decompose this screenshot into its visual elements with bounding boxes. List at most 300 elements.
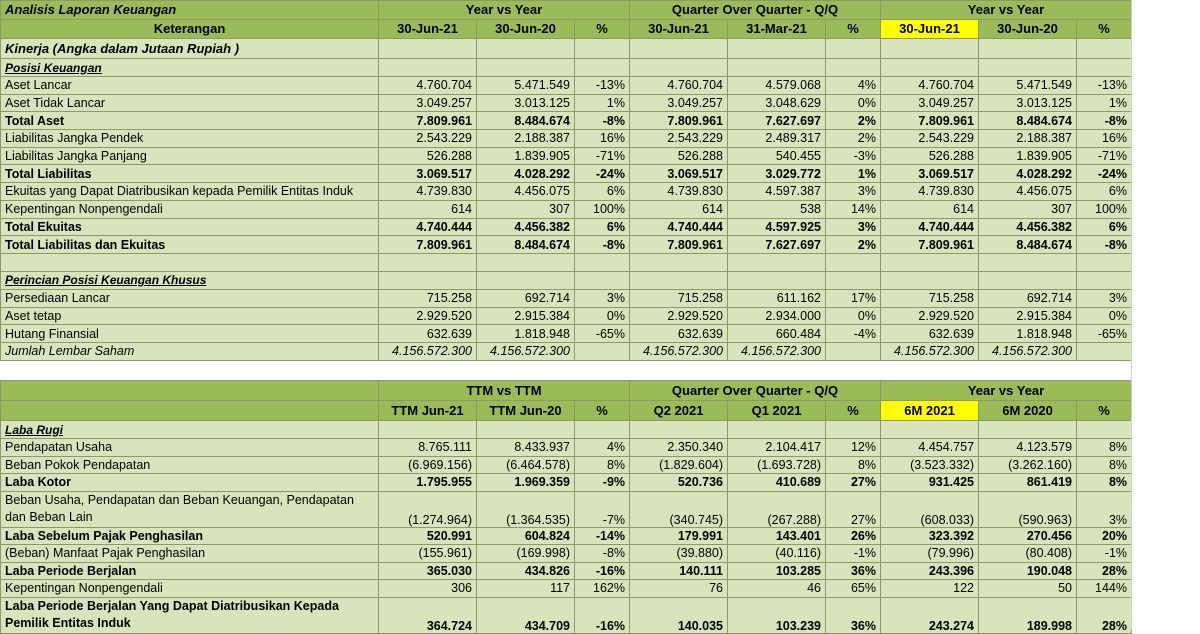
value-cell: 692.714 bbox=[477, 289, 575, 307]
percent-cell: 26% bbox=[826, 527, 881, 545]
table-row bbox=[1, 597, 1132, 633]
percent-cell: -24% bbox=[1077, 165, 1132, 183]
percent-cell bbox=[1077, 342, 1132, 360]
column-header: Q2 2021 bbox=[630, 401, 728, 421]
row-label: Aset tetap bbox=[1, 307, 379, 325]
table-row bbox=[1, 401, 1132, 421]
table-row bbox=[1, 381, 1132, 401]
column-header: % bbox=[826, 20, 881, 39]
value-cell: 7.809.961 bbox=[881, 236, 979, 254]
empty-cell bbox=[1077, 59, 1132, 77]
header-blank bbox=[1, 401, 379, 421]
value-cell: 2.915.384 bbox=[979, 307, 1077, 325]
value-cell: 4.739.830 bbox=[630, 183, 728, 201]
value-cell: 4.156.572.300 bbox=[477, 342, 575, 360]
value-cell: 931.425 bbox=[881, 474, 979, 492]
percent-cell: 3% bbox=[575, 289, 630, 307]
table-row bbox=[1, 112, 1132, 130]
value-cell: 46 bbox=[728, 580, 826, 598]
table-row bbox=[1, 130, 1132, 148]
row-label: Total Aset bbox=[1, 112, 379, 130]
empty-cell bbox=[477, 59, 575, 77]
table-row bbox=[1, 271, 1132, 289]
row-label: Laba Kotor bbox=[1, 474, 379, 492]
value-cell: 1.795.955 bbox=[379, 474, 477, 492]
row-label: Kepentingan Nonpengendali bbox=[1, 200, 379, 218]
empty-cell bbox=[979, 39, 1077, 59]
value-cell: 364.724 bbox=[379, 597, 477, 633]
row-label: Persediaan Lancar bbox=[1, 289, 379, 307]
value-cell: 4.123.579 bbox=[979, 439, 1077, 457]
column-header: 30-Jun-21 bbox=[881, 20, 979, 39]
value-cell: 122 bbox=[881, 580, 979, 598]
value-cell: 614 bbox=[630, 200, 728, 218]
value-cell: 3.013.125 bbox=[979, 94, 1077, 112]
value-cell: 143.401 bbox=[728, 527, 826, 545]
percent-cell: 1% bbox=[826, 165, 881, 183]
value-cell: 4.456.075 bbox=[477, 183, 575, 201]
value-cell: 3.049.257 bbox=[881, 94, 979, 112]
percent-cell: 4% bbox=[575, 439, 630, 457]
value-cell: 8.484.674 bbox=[979, 236, 1077, 254]
percent-cell: 16% bbox=[1077, 130, 1132, 148]
percent-cell: -8% bbox=[1077, 236, 1132, 254]
value-cell: 2.915.384 bbox=[477, 307, 575, 325]
empty-cell bbox=[379, 271, 477, 289]
percent-cell: -7% bbox=[575, 491, 630, 527]
percent-cell: 28% bbox=[1077, 597, 1132, 633]
column-header: 6M 2021 bbox=[881, 401, 979, 421]
empty-cell bbox=[477, 421, 575, 439]
percent-cell: 100% bbox=[1077, 200, 1132, 218]
percent-cell: -71% bbox=[575, 147, 630, 165]
value-cell: 611.162 bbox=[728, 289, 826, 307]
value-cell: 190.048 bbox=[979, 562, 1077, 580]
value-cell: (169.998) bbox=[477, 545, 575, 563]
value-cell: 692.714 bbox=[979, 289, 1077, 307]
value-cell: 4.028.292 bbox=[979, 165, 1077, 183]
row-label: Laba Periode Berjalan bbox=[1, 562, 379, 580]
value-cell: (79.996) bbox=[881, 545, 979, 563]
percent-cell: -1% bbox=[1077, 545, 1132, 563]
value-cell: 243.396 bbox=[881, 562, 979, 580]
row-label: Beban Usaha, Pendapatan dan Beban Keuangan, Pendapatan dan Beban Lain bbox=[1, 491, 379, 527]
value-cell: (590.963) bbox=[979, 491, 1077, 527]
percent-cell: 36% bbox=[826, 562, 881, 580]
percent-cell: 162% bbox=[575, 580, 630, 598]
column-header: TTM Jun-20 bbox=[477, 401, 575, 421]
percent-cell: 8% bbox=[1077, 456, 1132, 474]
table-row bbox=[1, 20, 1132, 39]
column-header: % bbox=[1077, 20, 1132, 39]
empty-cell bbox=[881, 253, 979, 271]
empty-cell bbox=[979, 59, 1077, 77]
empty-cell bbox=[728, 253, 826, 271]
value-cell: 7.627.697 bbox=[728, 236, 826, 254]
percent-cell bbox=[575, 342, 630, 360]
empty-cell bbox=[826, 59, 881, 77]
value-cell: (340.745) bbox=[630, 491, 728, 527]
percent-cell: -65% bbox=[575, 325, 630, 343]
value-cell: 526.288 bbox=[630, 147, 728, 165]
value-cell: 8.484.674 bbox=[477, 236, 575, 254]
value-cell: 1.839.905 bbox=[477, 147, 575, 165]
empty-cell bbox=[630, 253, 728, 271]
empty-cell bbox=[728, 59, 826, 77]
section-gap bbox=[0, 364, 1131, 380]
value-cell: (1.829.604) bbox=[630, 456, 728, 474]
value-cell: 7.809.961 bbox=[881, 112, 979, 130]
row-label: Liabilitas Jangka Panjang bbox=[1, 147, 379, 165]
value-cell: 1.818.948 bbox=[477, 325, 575, 343]
value-cell: 2.543.229 bbox=[630, 130, 728, 148]
row-label: Total Liabilitas dan Ekuitas bbox=[1, 236, 379, 254]
value-cell: 4.156.572.300 bbox=[881, 342, 979, 360]
percent-cell: 27% bbox=[826, 474, 881, 492]
value-cell: 307 bbox=[979, 200, 1077, 218]
row-label: Total Liabilitas bbox=[1, 165, 379, 183]
column-label: Keterangan bbox=[1, 20, 379, 39]
value-cell: 179.991 bbox=[630, 527, 728, 545]
empty-cell bbox=[881, 39, 979, 59]
column-header: 30-Jun-20 bbox=[979, 20, 1077, 39]
value-cell: 117 bbox=[477, 580, 575, 598]
row-label: Total Ekuitas bbox=[1, 218, 379, 236]
value-cell: 4.456.382 bbox=[979, 218, 1077, 236]
percent-cell: 28% bbox=[1077, 562, 1132, 580]
table-row bbox=[1, 77, 1132, 95]
value-cell: 270.456 bbox=[979, 527, 1077, 545]
empty-cell bbox=[575, 39, 630, 59]
table-row bbox=[1, 39, 1132, 59]
value-cell: 140.111 bbox=[630, 562, 728, 580]
table-row bbox=[1, 165, 1132, 183]
empty-cell bbox=[477, 253, 575, 271]
empty-cell bbox=[979, 421, 1077, 439]
value-cell: 2.104.417 bbox=[728, 439, 826, 457]
value-cell: 1.839.905 bbox=[979, 147, 1077, 165]
empty-cell bbox=[379, 421, 477, 439]
table-row bbox=[1, 421, 1132, 439]
row-label: Aset Tidak Lancar bbox=[1, 94, 379, 112]
value-cell: 323.392 bbox=[881, 527, 979, 545]
group-header: Year vs Year bbox=[881, 1, 1132, 20]
percent-cell: 16% bbox=[575, 130, 630, 148]
value-cell: 4.156.572.300 bbox=[979, 342, 1077, 360]
row-label: Liabilitas Jangka Pendek bbox=[1, 130, 379, 148]
percent-cell: -14% bbox=[575, 527, 630, 545]
column-header: Q1 2021 bbox=[728, 401, 826, 421]
value-cell: 2.350.340 bbox=[630, 439, 728, 457]
percent-cell: -8% bbox=[575, 112, 630, 130]
empty-cell bbox=[575, 271, 630, 289]
table-row bbox=[1, 236, 1132, 254]
value-cell: 2.929.520 bbox=[379, 307, 477, 325]
empty-cell bbox=[630, 421, 728, 439]
column-header: 30-Jun-20 bbox=[477, 20, 575, 39]
value-cell: 4.740.444 bbox=[630, 218, 728, 236]
value-cell: 8.484.674 bbox=[979, 112, 1077, 130]
value-cell: 4.156.572.300 bbox=[630, 342, 728, 360]
percent-cell: 65% bbox=[826, 580, 881, 598]
empty-cell bbox=[379, 39, 477, 59]
value-cell: 434.709 bbox=[477, 597, 575, 633]
value-cell: 4.454.757 bbox=[881, 439, 979, 457]
value-cell: 4.579.068 bbox=[728, 77, 826, 95]
value-cell: 2.929.520 bbox=[881, 307, 979, 325]
value-cell: (40.116) bbox=[728, 545, 826, 563]
value-cell: (1.364.535) bbox=[477, 491, 575, 527]
empty-cell bbox=[575, 253, 630, 271]
value-cell: 4.740.444 bbox=[881, 218, 979, 236]
percent-cell: -3% bbox=[826, 147, 881, 165]
value-cell: 434.826 bbox=[477, 562, 575, 580]
column-header: TTM Jun-21 bbox=[379, 401, 477, 421]
table-row bbox=[1, 218, 1132, 236]
table-row bbox=[1, 474, 1132, 492]
value-cell: 4.739.830 bbox=[881, 183, 979, 201]
value-cell: (80.408) bbox=[979, 545, 1077, 563]
column-header: 30-Jun-21 bbox=[630, 20, 728, 39]
value-cell: 538 bbox=[728, 200, 826, 218]
column-header: 30-Jun-21 bbox=[379, 20, 477, 39]
value-cell: 861.419 bbox=[979, 474, 1077, 492]
empty-cell bbox=[1077, 253, 1132, 271]
row-label: (Beban) Manfaat Pajak Penghasilan bbox=[1, 545, 379, 563]
empty-cell bbox=[979, 271, 1077, 289]
value-cell: 140.035 bbox=[630, 597, 728, 633]
value-cell: 5.471.549 bbox=[979, 77, 1077, 95]
table-row bbox=[1, 289, 1132, 307]
percent-cell: 6% bbox=[1077, 218, 1132, 236]
percent-cell: 8% bbox=[1077, 474, 1132, 492]
row-label: Hutang Finansial bbox=[1, 325, 379, 343]
table-row bbox=[1, 325, 1132, 343]
group-header: Year vs Year bbox=[379, 1, 630, 20]
empty-cell bbox=[826, 271, 881, 289]
value-cell: 4.156.572.300 bbox=[728, 342, 826, 360]
value-cell: 4.597.387 bbox=[728, 183, 826, 201]
value-cell: 7.809.961 bbox=[379, 112, 477, 130]
percent-cell: 1% bbox=[1077, 94, 1132, 112]
value-cell: 1.969.359 bbox=[477, 474, 575, 492]
empty-cell bbox=[826, 421, 881, 439]
empty-cell bbox=[826, 253, 881, 271]
value-cell: 3.048.629 bbox=[728, 94, 826, 112]
row-label: Aset Lancar bbox=[1, 77, 379, 95]
table-row bbox=[1, 456, 1132, 474]
value-cell: 8.484.674 bbox=[477, 112, 575, 130]
column-header: % bbox=[1077, 401, 1132, 421]
value-cell: 2.543.229 bbox=[881, 130, 979, 148]
right-margin-pane bbox=[1131, 0, 1200, 630]
value-cell: 103.239 bbox=[728, 597, 826, 633]
value-cell: 520.991 bbox=[379, 527, 477, 545]
percent-cell: 0% bbox=[575, 307, 630, 325]
empty-cell bbox=[979, 253, 1077, 271]
group-header: Quarter Over Quarter - Q/Q bbox=[630, 381, 881, 401]
value-cell: 632.639 bbox=[379, 325, 477, 343]
value-cell: 4.760.704 bbox=[630, 77, 728, 95]
percent-cell: 6% bbox=[575, 183, 630, 201]
empty-cell bbox=[728, 421, 826, 439]
group-header: Year vs Year bbox=[881, 381, 1132, 401]
empty-cell bbox=[379, 59, 477, 77]
empty-cell bbox=[575, 421, 630, 439]
empty-cell bbox=[1077, 39, 1132, 59]
percent-cell: 0% bbox=[826, 94, 881, 112]
value-cell: 715.258 bbox=[630, 289, 728, 307]
group-header: TTM vs TTM bbox=[379, 381, 630, 401]
row-label: Kepentingan Nonpengendali bbox=[1, 580, 379, 598]
table-row bbox=[1, 342, 1132, 360]
value-cell: 520.736 bbox=[630, 474, 728, 492]
row-label: Laba Sebelum Pajak Penghasilan bbox=[1, 527, 379, 545]
percent-cell: -9% bbox=[575, 474, 630, 492]
value-cell: 526.288 bbox=[881, 147, 979, 165]
percent-cell: 12% bbox=[826, 439, 881, 457]
table-row bbox=[1, 183, 1132, 201]
percent-cell: 0% bbox=[1077, 307, 1132, 325]
percent-cell: 3% bbox=[1077, 289, 1132, 307]
table-row bbox=[1, 1, 1132, 20]
value-cell: 604.824 bbox=[477, 527, 575, 545]
empty-cell bbox=[881, 421, 979, 439]
value-cell: (3.262.160) bbox=[979, 456, 1077, 474]
value-cell: 189.998 bbox=[979, 597, 1077, 633]
value-cell: 7.627.697 bbox=[728, 112, 826, 130]
table-row bbox=[1, 580, 1132, 598]
value-cell: 3.069.517 bbox=[630, 165, 728, 183]
value-cell: 103.285 bbox=[728, 562, 826, 580]
percent-cell: -13% bbox=[575, 77, 630, 95]
percent-cell: 6% bbox=[1077, 183, 1132, 201]
empty-cell bbox=[881, 271, 979, 289]
percent-cell: 6% bbox=[575, 218, 630, 236]
value-cell: 4.456.382 bbox=[477, 218, 575, 236]
empty-cell bbox=[1077, 271, 1132, 289]
value-cell: (155.961) bbox=[379, 545, 477, 563]
value-cell: 5.471.549 bbox=[477, 77, 575, 95]
value-cell: (6.969.156) bbox=[379, 456, 477, 474]
percent-cell: 3% bbox=[1077, 491, 1132, 527]
empty-cell bbox=[630, 271, 728, 289]
value-cell: 3.049.257 bbox=[630, 94, 728, 112]
empty-cell bbox=[881, 59, 979, 77]
value-cell: 3.029.772 bbox=[728, 165, 826, 183]
percent-cell bbox=[826, 342, 881, 360]
section-heading: Posisi Keuangan bbox=[1, 59, 379, 77]
sheet-title: Analisis Laporan Keuangan bbox=[1, 1, 379, 20]
percent-cell: 144% bbox=[1077, 580, 1132, 598]
value-cell: 7.809.961 bbox=[630, 236, 728, 254]
percent-cell: -24% bbox=[575, 165, 630, 183]
header-blank bbox=[1, 381, 379, 401]
group-header: Quarter Over Quarter - Q/Q bbox=[630, 1, 881, 20]
value-cell: 3.013.125 bbox=[477, 94, 575, 112]
column-header: % bbox=[826, 401, 881, 421]
value-cell: 4.028.292 bbox=[477, 165, 575, 183]
row-label: Laba Periode Berjalan Yang Dapat Diatribusikan Kepada Pemilik Entitas Induk bbox=[1, 597, 379, 633]
value-cell: 715.258 bbox=[881, 289, 979, 307]
empty-cell bbox=[1077, 421, 1132, 439]
percent-cell: -1% bbox=[826, 545, 881, 563]
value-cell: 365.030 bbox=[379, 562, 477, 580]
empty-cell bbox=[728, 271, 826, 289]
percent-cell: 8% bbox=[575, 456, 630, 474]
percent-cell: 2% bbox=[826, 236, 881, 254]
value-cell: 4.760.704 bbox=[379, 77, 477, 95]
value-cell: 8.433.937 bbox=[477, 439, 575, 457]
value-cell: 2.934.000 bbox=[728, 307, 826, 325]
value-cell: (267.288) bbox=[728, 491, 826, 527]
percent-cell: -16% bbox=[575, 597, 630, 633]
percent-cell: -4% bbox=[826, 325, 881, 343]
percent-cell: 8% bbox=[826, 456, 881, 474]
value-cell: 4.739.830 bbox=[379, 183, 477, 201]
value-cell: 660.484 bbox=[728, 325, 826, 343]
column-header: % bbox=[575, 20, 630, 39]
value-cell: 4.597.925 bbox=[728, 218, 826, 236]
value-cell: 410.689 bbox=[728, 474, 826, 492]
value-cell: 7.809.961 bbox=[379, 236, 477, 254]
percent-cell: 3% bbox=[826, 183, 881, 201]
empty-cell bbox=[379, 253, 477, 271]
table-row bbox=[1, 307, 1132, 325]
table-row bbox=[1, 200, 1132, 218]
value-cell: 632.639 bbox=[881, 325, 979, 343]
table-row bbox=[1, 253, 1132, 271]
percent-cell: 100% bbox=[575, 200, 630, 218]
value-cell: 2.188.387 bbox=[477, 130, 575, 148]
value-cell: 4.760.704 bbox=[881, 77, 979, 95]
empty-cell bbox=[826, 39, 881, 59]
value-cell: 4.740.444 bbox=[379, 218, 477, 236]
value-cell: 614 bbox=[379, 200, 477, 218]
empty-cell bbox=[477, 271, 575, 289]
empty-cell bbox=[575, 59, 630, 77]
empty-cell bbox=[630, 39, 728, 59]
percent-cell: 20% bbox=[1077, 527, 1132, 545]
table-row bbox=[1, 545, 1132, 563]
percent-cell: -71% bbox=[1077, 147, 1132, 165]
value-cell: 1.818.948 bbox=[979, 325, 1077, 343]
table-row bbox=[1, 147, 1132, 165]
value-cell: (1.274.964) bbox=[379, 491, 477, 527]
row-label: Beban Pokok Pendapatan bbox=[1, 456, 379, 474]
percent-cell: 3% bbox=[826, 218, 881, 236]
percent-cell: 4% bbox=[826, 77, 881, 95]
value-cell: 4.456.075 bbox=[979, 183, 1077, 201]
column-header: 6M 2020 bbox=[979, 401, 1077, 421]
section-heading: Perincian Posisi Keuangan Khusus bbox=[1, 271, 379, 289]
value-cell: 632.639 bbox=[630, 325, 728, 343]
value-cell: 3.069.517 bbox=[379, 165, 477, 183]
row-label: Ekuitas yang Dapat Diatribusikan kepada Pemilik Entitas Induk bbox=[1, 183, 379, 201]
percent-cell: -8% bbox=[1077, 112, 1132, 130]
value-cell: 3.049.257 bbox=[379, 94, 477, 112]
percent-cell: 27% bbox=[826, 491, 881, 527]
percent-cell: 0% bbox=[826, 307, 881, 325]
empty-cell bbox=[728, 39, 826, 59]
table-row bbox=[1, 527, 1132, 545]
column-header: % bbox=[575, 401, 630, 421]
percent-cell: 2% bbox=[826, 112, 881, 130]
value-cell: 2.929.520 bbox=[630, 307, 728, 325]
value-cell: 4.156.572.300 bbox=[379, 342, 477, 360]
value-cell: 243.274 bbox=[881, 597, 979, 633]
income-statement-table bbox=[0, 380, 1132, 634]
